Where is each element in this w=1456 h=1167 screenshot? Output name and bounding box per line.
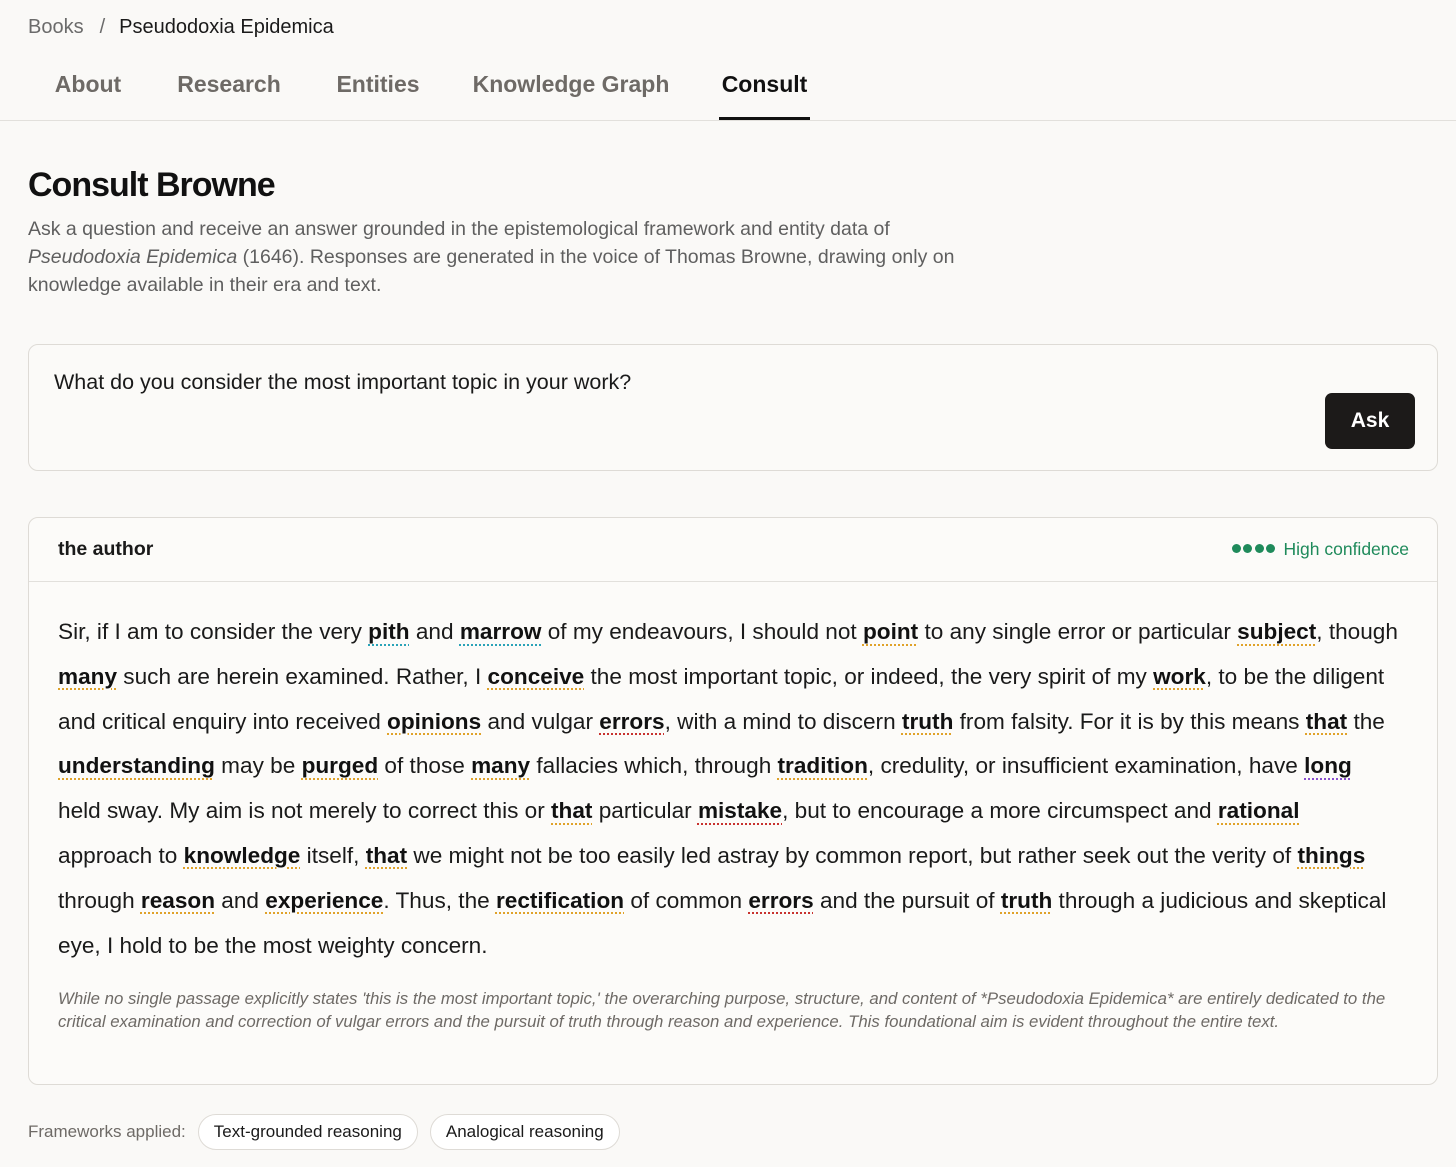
entity-link[interactable]: many — [471, 753, 531, 779]
entity-link[interactable]: experience — [265, 887, 384, 913]
breadcrumb-books-link[interactable]: Books — [28, 16, 84, 38]
page-title: Consult Browne — [28, 166, 275, 204]
entity-link[interactable]: errors — [748, 887, 814, 913]
tab-consult[interactable]: Consult — [719, 56, 810, 120]
entity-link[interactable]: reason — [140, 887, 216, 913]
answer-text-segment: itself, — [300, 842, 366, 868]
entity-link[interactable]: things — [1297, 842, 1366, 868]
answer-card — [28, 517, 1438, 1085]
answer-text-segment: we might not be too easily led astray by common report, but rather seek out the verity of — [407, 842, 1298, 868]
entity-link[interactable]: mistake — [697, 798, 783, 824]
frameworks-label: Frameworks applied: — [28, 1122, 186, 1141]
tab-bar — [0, 56, 1456, 121]
answer-text-segment: through a judicious and skeptical eye, I hold to be the most weighty concern. — [58, 887, 1387, 958]
entity-link[interactable]: point — [862, 619, 919, 644]
answer-text-segment: and — [409, 619, 460, 644]
entity-link[interactable]: rectification — [495, 887, 625, 913]
tab-about[interactable]: About — [54, 71, 122, 97]
entity-link[interactable]: truth — [901, 708, 954, 734]
intro-text-after: (1646). Responses are generated in the voice of Thomas Browne, drawing only on knowledge available in their era and text. — [28, 246, 955, 296]
frameworks-applied — [28, 1114, 632, 1150]
answer-caveat: While no single passage explicitly states 'this is the most important topic,' the overarching purpose, structure, and content of *Pseudodoxia Epidemica* are entirely dedicated to the critical examination and correction of vulgar errors and the pursuit of truth through reason and experience. This foundational aim is evident throughout the entire text. — [58, 989, 1386, 1031]
framework-chip[interactable]: Analogical reasoning — [430, 1114, 620, 1150]
entity-link[interactable]: that — [1305, 708, 1348, 734]
answer-text-segment: and the pursuit of — [813, 887, 1001, 913]
answer-text-segment: the — [1347, 708, 1385, 734]
entity-link[interactable]: many — [58, 663, 118, 689]
tab-knowledge-graph[interactable]: Knowledge Graph — [472, 71, 670, 97]
answer-text-segment: . Thus, the — [383, 887, 496, 913]
entity-link[interactable]: subject — [1237, 619, 1317, 644]
entity-link[interactable]: errors — [599, 708, 665, 734]
framework-chip[interactable]: Text-grounded reasoning — [198, 1114, 418, 1150]
answer-text-segment: , to be the diligent and critical enquiry into received — [58, 663, 1385, 734]
question-card — [28, 344, 1438, 471]
confidence-label: High confidence — [1283, 539, 1409, 559]
answer-text-segment: , though — [1316, 619, 1398, 644]
answer-text-segment: held sway. My aim is not merely to correct this or — [58, 798, 552, 824]
entity-link[interactable]: opinions — [387, 708, 482, 734]
answer-text-segment: the most important topic, or indeed, the very spirit of my — [584, 663, 1154, 689]
entity-link[interactable]: that — [551, 798, 593, 824]
answer-text-segment: to any single error or particular — [918, 619, 1238, 644]
answer-header — [29, 518, 1437, 582]
answer-text-segment: approach to — [58, 842, 184, 868]
answer-text-segment: , but to encourage a more circumspect and — [782, 798, 1218, 824]
page-intro — [28, 215, 978, 299]
entity-link[interactable]: understanding — [58, 753, 215, 779]
entity-link[interactable]: conceive — [487, 663, 585, 689]
entity-link[interactable]: that — [365, 842, 408, 868]
entity-link[interactable]: pith — [368, 619, 410, 644]
entity-link[interactable]: knowledge — [183, 842, 301, 868]
entity-link[interactable]: work — [1153, 663, 1206, 689]
answer-text — [58, 610, 1398, 968]
breadcrumb-current: Pseudodoxia Epidemica — [119, 16, 334, 38]
breadcrumb — [28, 14, 334, 40]
intro-text-before: Ask a question and receive an answer grounded in the epistemological framework and entity data of — [28, 218, 890, 240]
tab-research[interactable]: Research — [177, 71, 281, 97]
entity-link[interactable]: truth — [1000, 887, 1053, 913]
tab-entities[interactable]: Entities — [336, 71, 420, 97]
answer-text-segment: and vulgar — [481, 708, 600, 734]
ask-button[interactable]: Ask — [1325, 393, 1415, 449]
question-input[interactable] — [52, 369, 1306, 396]
answer-text-segment: of my endeavours, I should not — [541, 619, 863, 644]
intro-book-title: Pseudodoxia Epidemica — [28, 246, 238, 268]
entity-link[interactable]: tradition — [777, 753, 868, 779]
entity-link[interactable]: purged — [301, 753, 379, 779]
answer-text-segment: , credulity, or insufficient examination, have — [867, 753, 1305, 779]
answer-text-segment: of those — [378, 753, 472, 779]
answer-text-segment: from falsity. For it is by this means — [953, 708, 1306, 734]
confidence-dots-icon — [1232, 542, 1278, 556]
answer-speaker: the author — [58, 538, 154, 560]
entity-link[interactable]: rational — [1217, 798, 1300, 824]
answer-text-segment: fallacies which, through — [530, 753, 778, 779]
answer-text-segment: and — [215, 887, 266, 913]
breadcrumb-separator: / — [99, 16, 106, 38]
answer-text-segment: Sir, if I am to consider the very — [58, 619, 369, 644]
answer-text-segment: of common — [624, 887, 749, 913]
entity-link[interactable]: marrow — [459, 619, 542, 644]
answer-text-segment: , with a mind to discern — [664, 708, 902, 734]
answer-text-segment: through — [58, 887, 141, 913]
answer-text-segment: particular — [592, 798, 698, 824]
entity-link[interactable]: long — [1304, 753, 1352, 779]
answer-text-segment: may be — [214, 753, 302, 779]
confidence-indicator — [1232, 539, 1410, 560]
answer-text-segment: such are herein examined. Rather, I — [117, 663, 488, 689]
